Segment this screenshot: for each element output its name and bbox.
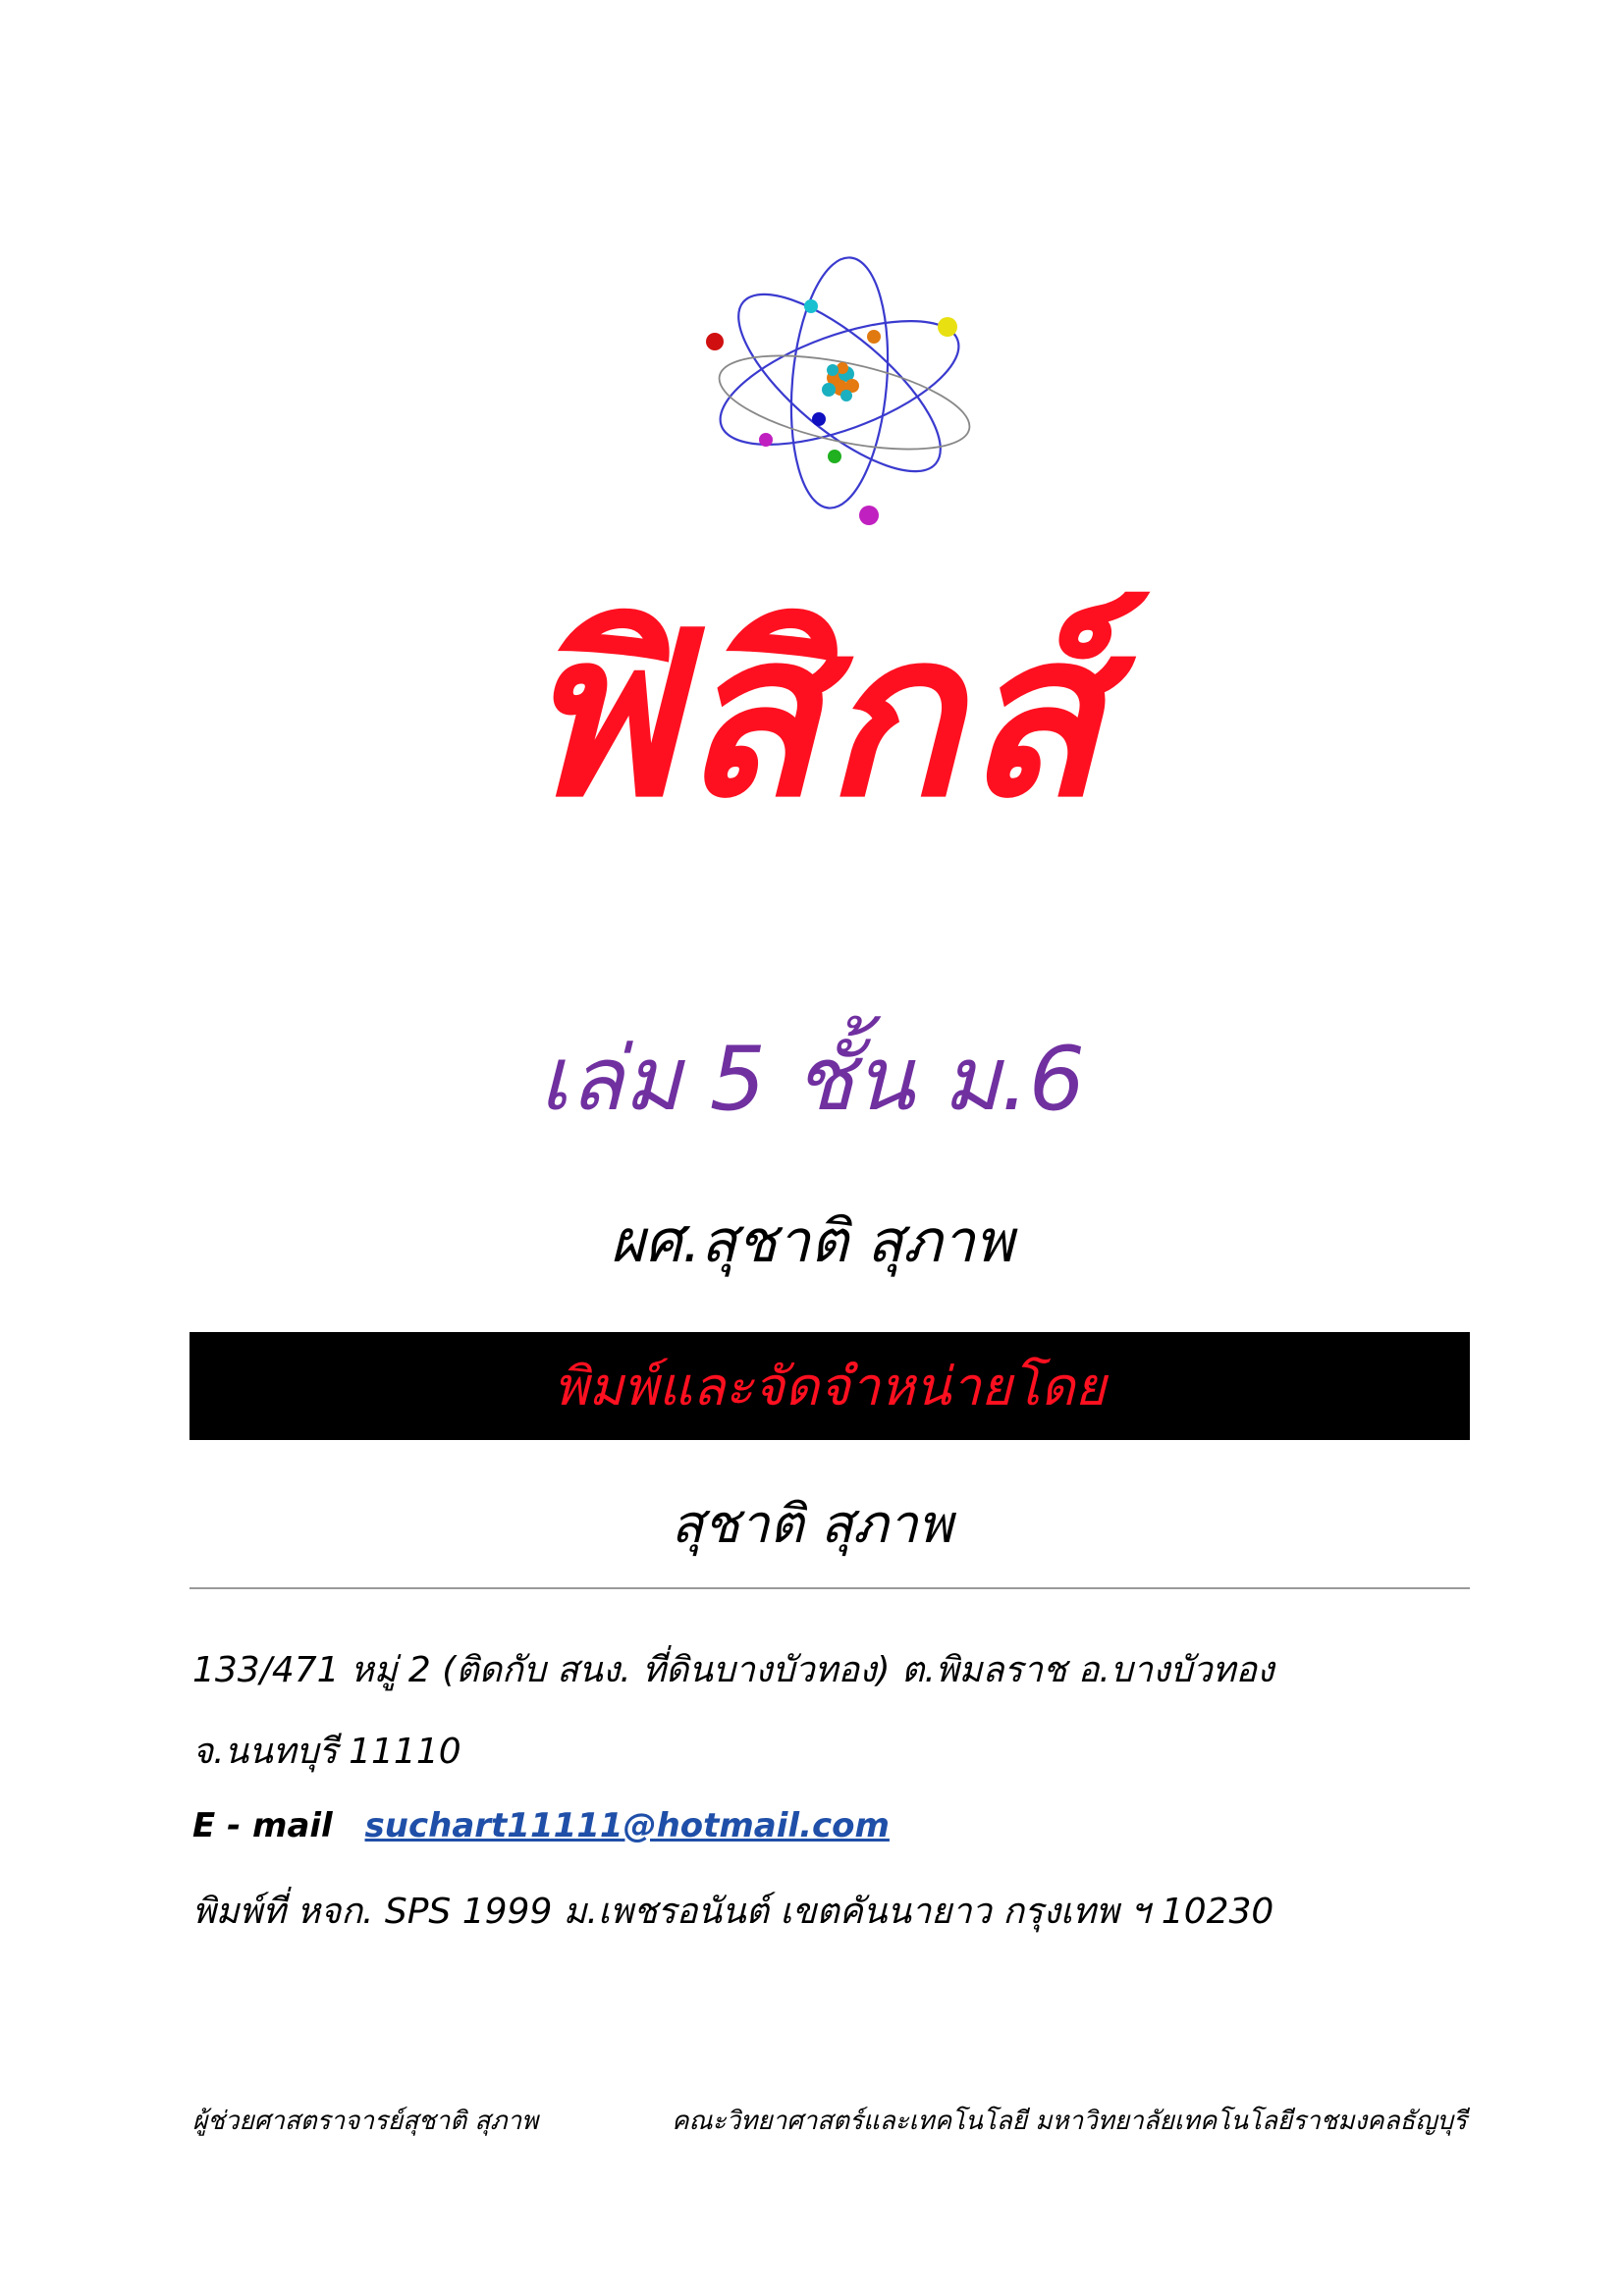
publisher-banner [189, 1332, 1470, 1440]
atom-icon [697, 250, 982, 535]
email-link[interactable]: suchart11111@hotmail.com [364, 1806, 890, 1845]
banner-text: พิมพ์และจัดจำหน่ายโดย [553, 1356, 1107, 1417]
volume-subtitle: เล่ม 5 ชั้น ม.6 [538, 1028, 1086, 1131]
book-title: ฟิสิกส์ [517, 585, 1107, 847]
publisher-name: สุชาติ สุภาพ [671, 1493, 953, 1555]
author-name: ผศ.สุชาติ สุภาพ [610, 1207, 1014, 1276]
divider [189, 1587, 1470, 1589]
footer-faculty: คณะวิทยาศาสตร์และเทคโนโลยี มหาวิทยาลัยเทคโนโลยีราชมงคลธัญบุรี [672, 2107, 1467, 2136]
email-label: E - mail [192, 1806, 333, 1845]
email-row [192, 1806, 890, 1845]
address-line-1: 133/471 หมู่ 2 (ติดกับ สนง. ที่ดินบางบัวทอง) ต.พิมลราช อ.บางบัวทอง [192, 1650, 1274, 1690]
footer-author: ผู้ช่วยศาสตราจารย์สุชาติ สุภาพ [192, 2107, 539, 2136]
address-line-2: จ.นนทบุรี 11110 [192, 1732, 461, 1772]
printer-info: พิมพ์ที่ หจก. SPS 1999 ม.เพชรอนันต์ เขตคันนายาว กรุงเทพ ฯ 10230 [192, 1892, 1274, 1932]
